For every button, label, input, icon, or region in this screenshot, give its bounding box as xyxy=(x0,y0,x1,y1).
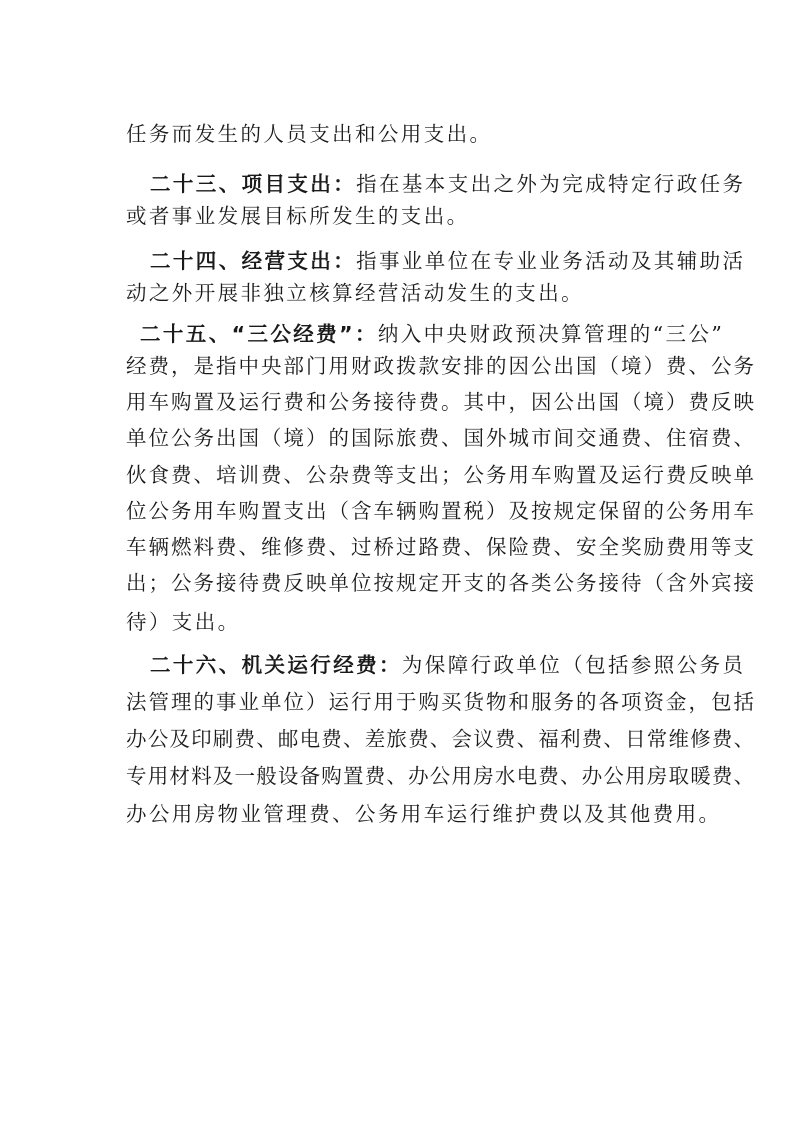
paragraph-26-text: 专用材料及一般设备购置费、办公用房水电费、办公用房取暖费、 xyxy=(126,764,756,788)
text-line xyxy=(0,563,800,603)
paragraph-25-heading: 二十五、“三公经费”： xyxy=(140,322,378,346)
paragraph-25-text: 用车购置及运行费和公务接待费。其中，因公出国（境）费反映 xyxy=(126,390,756,414)
text-line xyxy=(0,602,800,642)
paragraph-25-text: 位公务用车购置支出（含车辆购置税）及按规定保留的公务用车 xyxy=(126,499,756,523)
text-line xyxy=(0,114,800,154)
text-line xyxy=(0,273,800,313)
paragraph-24-text: 指事业单位在专业业务活动及其辅助活 xyxy=(356,249,746,273)
paragraph-26-heading: 二十六、机关运行经费： xyxy=(150,653,402,677)
text-line xyxy=(0,418,800,458)
paragraph-25-text: 纳入中央财政预决算管理的“三公” xyxy=(377,322,725,346)
text-line xyxy=(0,527,800,567)
text-line xyxy=(0,682,800,722)
paragraph-25-text: 车辆燃料费、维修费、过桥过路费、保险费、安全奖励费用等支 xyxy=(126,535,756,559)
paragraph-23-text: 或者事业发展目标所发生的支出。 xyxy=(126,204,470,228)
paragraph-23-heading: 二十三、项目支出： xyxy=(150,172,357,196)
text-line xyxy=(0,645,800,685)
text-line xyxy=(0,346,800,386)
paragraph-23-text: 指在基本支出之外为完成特定行政任务 xyxy=(356,172,746,196)
text-line xyxy=(0,196,800,236)
paragraph-26-text: 法管理的事业单位）运行用于购买货物和服务的各项资金，包括 xyxy=(126,690,756,714)
paragraph-25-text: 单位公务出国（境）的国际旅费、国外城市间交通费、住宿费、 xyxy=(126,426,756,450)
paragraph-25-text: 待）支出。 xyxy=(126,610,241,634)
text-line xyxy=(0,756,800,796)
text-line xyxy=(0,455,800,495)
paragraph-25-text: 经费，是指中央部门用财政拨款安排的因公出国（境）费、公务 xyxy=(126,354,756,378)
paragraph-25-text: 出；公务接待费反映单位按规定开支的各类公务接待（含外宾接 xyxy=(126,571,756,595)
paragraph-26-text: 为保障行政单位（包括参照公务员 xyxy=(401,653,746,677)
paragraph-24-text: 动之外开展非独立核算经营活动发生的支出。 xyxy=(126,281,584,305)
text-line xyxy=(0,382,800,422)
text-line xyxy=(0,491,800,531)
paragraph-26-text: 办公用房物业管理费、公务用车运行维护费以及其他费用。 xyxy=(126,802,722,826)
text-line xyxy=(0,794,800,834)
paragraph-26-text: 办公及印刷费、邮电费、差旅费、会议费、福利费、日常维修费、 xyxy=(126,727,756,751)
text-line xyxy=(0,719,800,759)
paragraph-25-text: 伙食费、培训费、公杂费等支出；公务用车购置及运行费反映单 xyxy=(126,463,756,487)
paragraph-24-heading: 二十四、经营支出： xyxy=(150,249,357,273)
paragraph-22-tail-text: 任务而发生的人员支出和公用支出。 xyxy=(126,122,493,146)
